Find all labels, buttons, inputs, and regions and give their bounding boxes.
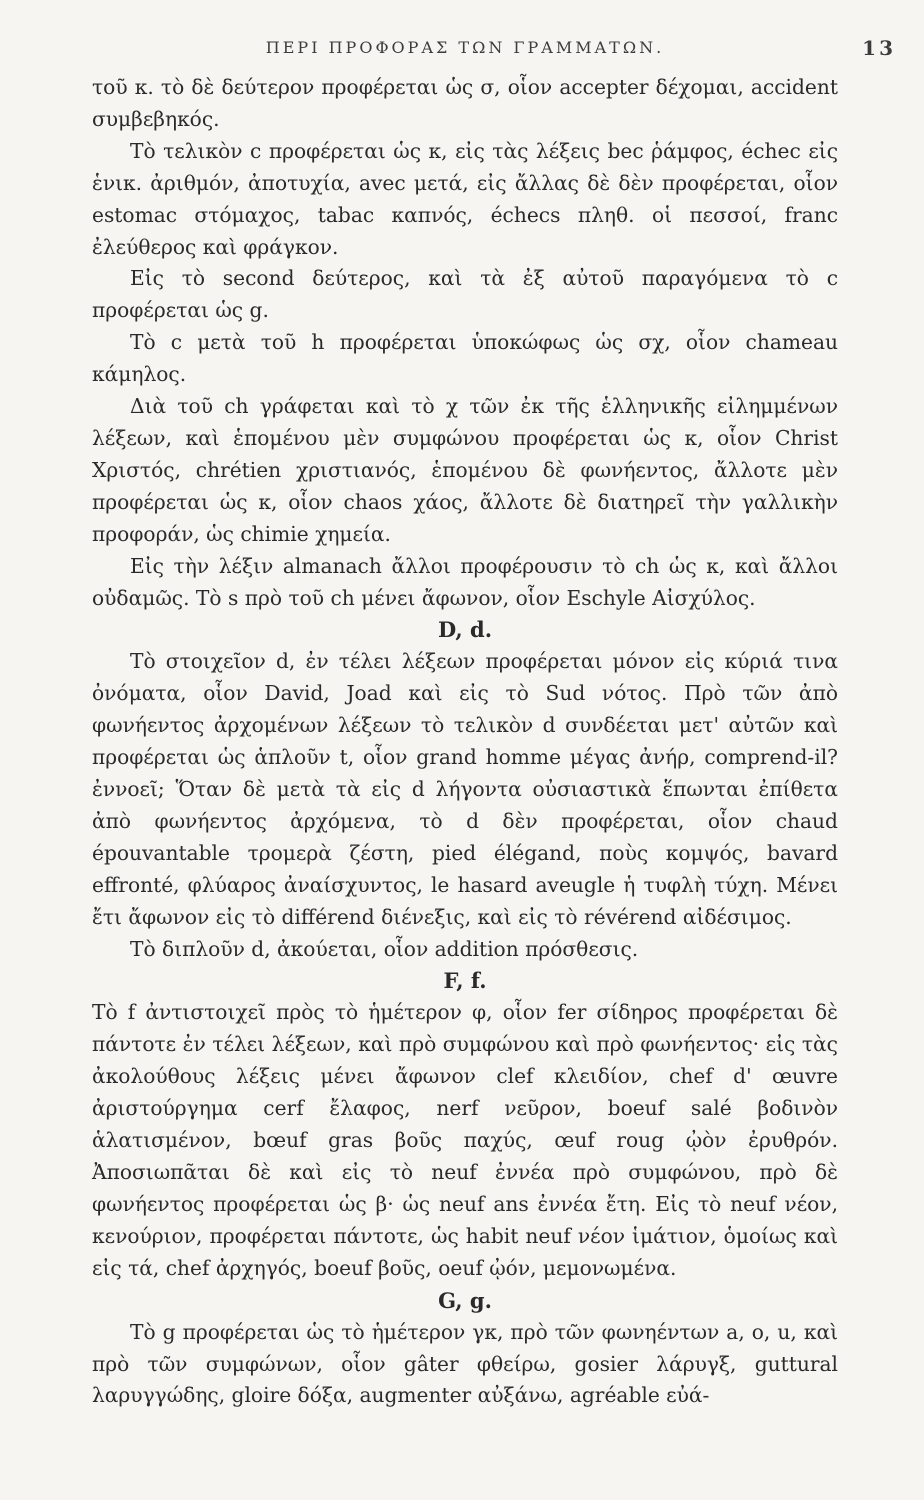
paragraph: Τὸ f ἀντιστοιχεῖ πρὸς τὸ ἡμέτερον φ, οἷον fer σίδηρος προφέρεται δὲ πάντοτε ἐν τέλει λέξεων, καὶ πρὸ συμφώνου καὶ πρὸ φωνήεντος· εἰς τὰς ἀκολούθους λέξεις μένει ἄφωνον clef κλειδίον, chef d' œuvre ἀριστούργημα cerf ἔλαφος, nerf νεῦρον, boeuf salé βοδινὸν ἁλατισμένον, bœuf gras βοῦς παχύς, œuf roug ᾠὸν ἐρυθρόν. Ἀποσιωπᾶται δὲ καὶ εἰς τὸ neuf ἐννέα πρὸ συμφώνου, πρὸ δὲ φωνήεντος προφέρεται ὡς β· ὡς neuf ans ἐννέα ἔτη. Εἰς τὸ neuf νέον, κενούριον, προφέρεται πάντοτε, ὡς habit neuf νέον ἱμάτιον, ὁμοίως καὶ εἰς τά, chef ἀρχηγός, boeuf βοῦς, oeuf ᾠόν, μεμονωμένα. — [92, 1000, 838, 1280]
paragraph: Εἰς τὸ second δεύτερος, καὶ τὰ ἐξ αὐτοῦ παραγόμενα τὸ c προφέρεται ὡς g. — [92, 266, 838, 323]
paragraph: Τὸ g προφέρεται ὡς τὸ ἡμέτερον γκ, πρὸ τῶν φωνηέντων a, o, u, καὶ πρὸ τῶν συμφώνων, οἷον gâter φθείρω, gosier λάρυγξ, guttural λαρυγγώδης, gloire δόξα, augmenter αὐξάνω, agréable εὐά- — [92, 1319, 838, 1408]
page-body — [92, 72, 838, 1412]
page-number: 13 — [862, 36, 896, 60]
paragraph: Τὸ c μετὰ τοῦ h προφέρεται ὑποκώφως ὡς σχ, οἷον chameau κάμηλος. — [92, 330, 838, 387]
paragraph: Τὸ στοιχεῖον d, ἐν τέλει λέξεων προφέρεται μόνον εἰς κύριά τινα ὀνόματα, οἷον David, Joad καὶ εἰς τὸ Sud νότος. Πρὸ τῶν ἀπὸ φωνήεντος ἀρχομένων λέξεων τὸ τελικὸν d συνδέεται μετ' αὐτῶν καὶ προφέρεται ὡς ἁπλοῦν t, οἷον grand homme μέγας ἀνήρ, comprend-il? ἐννοεῖ; Ὅταν δὲ μετὰ τὰ εἰς d λήγοντα οὐσιαστικὰ ἕπωνται ἐπίθετα ἀπὸ φωνήεντος ἀρχόμενα, τὸ d δὲν προφέρεται, οἷον chaud épouvantable τρομερὰ ζέστη, pied élégand, ποὺς κομψός, bavard effronté, φλύαρος ἀναίσχυντος, le hasard aveugle ἡ τυφλὴ τύχη. Μένει ἔτι ἄφωνον εἰς τὸ différend διένεξις, καὶ εἰς τὸ révérend αἰδέσιμος. — [92, 649, 838, 929]
section-heading: D, d. — [437, 617, 493, 643]
paragraph: Διὰ τοῦ ch γράφεται καὶ τὸ χ τῶν ἐκ τῆς ἑλληνικῆς εἰλημμένων λέξεων, καὶ ἑπομένου μὲν συμφώνου προφέρεται ὡς κ, οἷον Christ Χριστός, chrétien χριστιανός, ἑπομένου δὲ φωνήεντος, ἄλλοτε μὲν προφέρεται ὡς κ, οἷον chaos χάος, ἄλλοτε δὲ διατηρεῖ τὴν γαλλικὴν προφοράν, ὡς chimie χημεία. — [92, 394, 838, 546]
paragraph: Τὸ τελικὸν c προφέρεται ὡς κ, εἰς τὰς λέξεις bec ῥάμφος, échec εἰς ἑνικ. ἀριθμόν, ἀποτυχία, avec μετά, εἰς ἄλλας δὲ δὲν προφέρεται, οἷον estomac στόμαχος, tabac καπνός, échecs πληθ. οἱ πεσσοί, franc ἐλεύθερος καὶ φράγκον. — [92, 138, 838, 259]
running-head — [92, 36, 896, 60]
paragraph: τοῦ κ. τὸ δὲ δεύτερον προφέρεται ὡς σ, οἷον accepter δέχομαι, accident συμβεβηκός. — [92, 75, 838, 131]
running-title: ΠΕΡΙ ΠΡΟΦΟΡΑΣ ΤΩΝ ΓΡΑΜΜΑΤΩΝ. — [265, 38, 665, 57]
section-heading: G, g. — [438, 1287, 492, 1313]
section-heading: F, f. — [443, 968, 487, 994]
paragraph: Τὸ διπλοῦν d, ἀκούεται, οἷον addition πρόσθεσις. — [130, 936, 639, 961]
paragraph: Εἰς τὴν λέξιν almanach ἄλλοι προφέρουσιν τὸ ch ὡς κ, καὶ ἄλλοι οὐδαμῶς. Τὸ s πρὸ τοῦ ch μένει ἄφωνον, οἷον Eschyle Αἰσχύλος. — [92, 553, 838, 610]
